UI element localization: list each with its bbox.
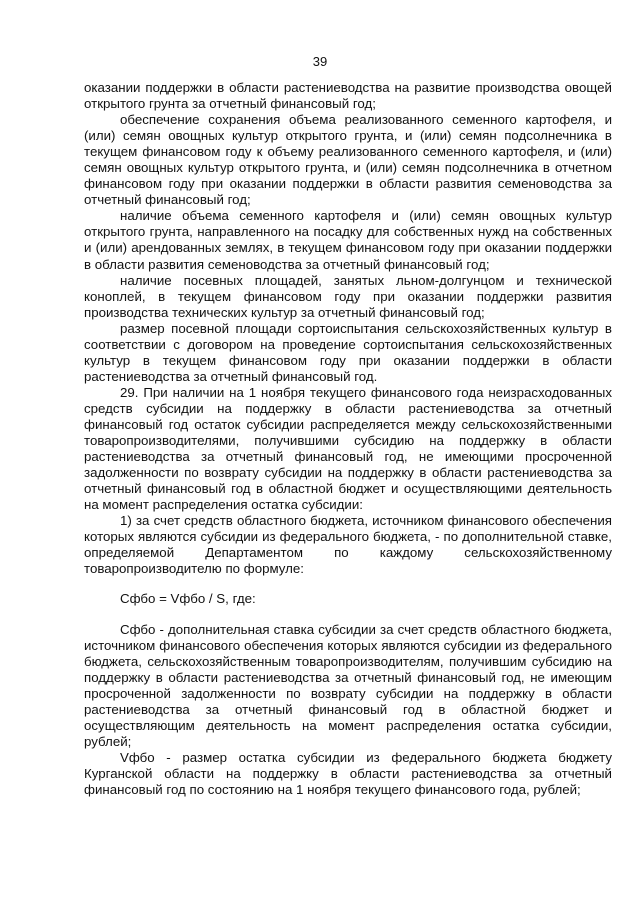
paragraph-seed-potato-own-needs: наличие объема семенного картофеля и (или) семян овощных культур открытого грунта, направленного на посадку для собственных нужд на собственных и (или) арендованных землях, в текущем финансовом году при оказании поддержки в области развития семеноводства за отчетный финансовый год; <box>84 208 612 272</box>
paragraph-clause-29: 29. При наличии на 1 ноября текущего финансового года неизрасходованных средств субсидии на поддержку в области растениеводства за отчетный финансовый год остаток субсидии распределяется между сельскохозяйственными товаропроизводителями, получившими субсидию на поддержку в области растениеводства за отчетный финансовый год, не имеющими просроченной задолженности по возврату субсидии на поддержку в области растениеводства за отчетный финансовый год в областной бюджет и осуществляющими деятельность на момент распределения остатка субсидии: <box>84 384 612 513</box>
paragraph-flax-hemp-areas: наличие посевных площадей, занятых льном-долгунцом и технической коноплей, в текущем финансовом году при оказании поддержки развития производства технических культур за отчетный финансовый год; <box>84 272 612 320</box>
paragraph-variety-testing-area: размер посевной площади сортоиспытания сельскохозяйственных культур в соответствии с договором на проведение сортоиспытания сельскохозяйственных культур в текущем финансовом году при оказании поддержки в области растениеводства за отчетный финансовый год. <box>84 320 612 384</box>
paragraph-seed-volume-preservation: обеспечение сохранения объема реализованного семенного картофеля, и (или) семян овощных культур открытого грунта, и (или) семян подсолнечника в текущем финансовом году к объему реализованного семенного картофеля, и (или) семян овощных культур открытого грунта, и (или) семян подсолнечника в отчетном финансовом году при оказании поддержки в области развития семеноводства за отчетный финансовый год; <box>84 112 612 208</box>
paragraph-vegetables-support: оказании поддержки в области растениеводства на развитие производства овощей открытого грунта за отчетный финансовый год; <box>84 80 612 112</box>
definition-sfbo: Сфбо - дополнительная ставка субсидии за счет средств областного бюджета, источником финансового обеспечения которых являются субсидии из федерального бюджета, сельскохозяйственным товаропроизводителям, получившим субсидию на поддержку в области растениеводства за отчетный финансовый год, не имеющим просроченной задолженности по возврату субсидии на поддержку в области растениеводства за отчетный финансовый год в областной бюджет и осуществляющим деятельность на момент распределения остатка субсидии, рублей; <box>84 621 612 749</box>
formula: Сфбо = Vфбо / S, где: <box>120 591 256 607</box>
definition-vfbo: Vфбо - размер остатка субсидии из федерального бюджета бюджету Курганской области на поддержку в области растениеводства за отчетный финансовый год по состоянию на 1 ноября текущего финансового года, рублей; <box>84 749 612 797</box>
document-body <box>84 80 612 798</box>
paragraph-subclause-1: 1) за счет средств областного бюджета, источником финансового обеспечения которых являются субсидии из федерального бюджета, - по дополнительной ставке, определяемой Департаментом по каждому сельскохозяйственному товаропроизводителю по формуле: <box>84 513 612 577</box>
page-number: 39 <box>312 54 328 69</box>
